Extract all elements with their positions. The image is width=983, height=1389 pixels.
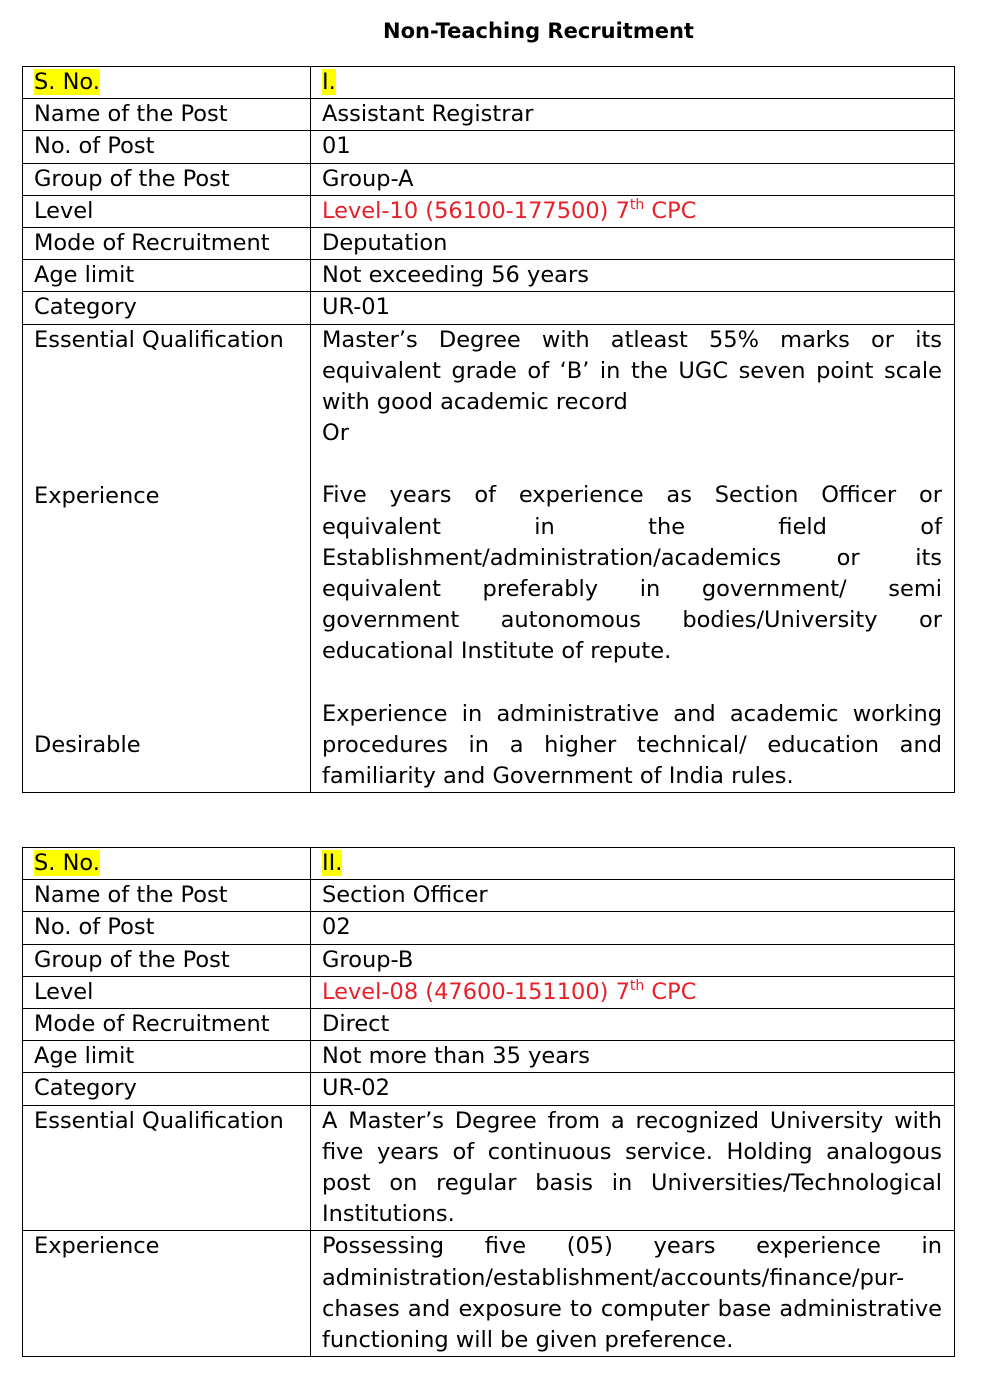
post-count-label: No. of Post [23, 131, 311, 163]
post-group-value: Group-A [311, 163, 955, 195]
table-row [23, 1105, 955, 1231]
post-table-section-officer [22, 847, 955, 1357]
table-row [23, 292, 955, 324]
post-count-value: 01 [311, 131, 955, 163]
label-cell [23, 848, 311, 880]
table-row [23, 1041, 955, 1073]
category-label: Category [23, 1073, 311, 1105]
table-row [23, 163, 955, 195]
table-row [23, 1009, 955, 1041]
level-suffix: CPC [644, 197, 697, 224]
age-value: Not more than 35 years [311, 1041, 955, 1073]
label-cell [23, 67, 311, 99]
post-count-label: No. of Post [23, 912, 311, 944]
table-row [23, 1073, 955, 1105]
page-title: Non-Teaching Recruitment [383, 19, 694, 43]
desirable-label: Desirable [34, 732, 141, 759]
qualification-label: Essential Qualification [23, 1105, 311, 1231]
qualification-or: Or [322, 420, 349, 447]
level-value-cell [311, 195, 955, 227]
post-name-value: Section Officer [311, 880, 955, 912]
mode-label: Mode of Recruitment [23, 1009, 311, 1041]
post-name-label: Name of the Post [23, 99, 311, 131]
table-row [23, 67, 955, 99]
experience-label: Experience [23, 1231, 311, 1357]
details-value-cell [311, 324, 955, 793]
post-table-assistant-registrar [22, 66, 955, 793]
table-row [23, 195, 955, 227]
post-name-value: Assistant Registrar [311, 99, 955, 131]
age-label: Age limit [23, 1041, 311, 1073]
value-cell [311, 67, 955, 99]
sno-label: S. No. [34, 850, 100, 876]
post-group-label: Group of the Post [23, 163, 311, 195]
sno-value: I. [322, 69, 336, 95]
age-value: Not exceeding 56 years [311, 260, 955, 292]
table-row [23, 1231, 955, 1357]
table-row [23, 99, 955, 131]
table-row [23, 131, 955, 163]
post-count-value: 02 [311, 912, 955, 944]
post-group-label: Group of the Post [23, 944, 311, 976]
experience-value: Five years of experience as Section Officer or equivalent in the field of Establishment/administration/academics or its equivalent preferably in government/ semi government autonomous bodies/University or educational Institute of repute. [322, 482, 942, 665]
experience-label: Experience [34, 482, 160, 509]
qualification-label: Essential Qualification [34, 326, 284, 353]
age-label: Age limit [23, 260, 311, 292]
mode-label: Mode of Recruitment [23, 228, 311, 260]
table-row [23, 324, 955, 793]
mode-value: Deputation [311, 228, 955, 260]
post-name-label: Name of the Post [23, 880, 311, 912]
qualification-value: A Master’s Degree from a recognized University with five years of continuous service. Holding analogous post on regular basis in Universities/Technological Institutions. [311, 1105, 955, 1231]
category-label: Category [23, 292, 311, 324]
category-value: UR-01 [311, 292, 955, 324]
level-superscript: th [629, 196, 645, 213]
sno-label: S. No. [34, 69, 100, 95]
table-row [23, 880, 955, 912]
mode-value: Direct [311, 1009, 955, 1041]
table-row [23, 260, 955, 292]
experience-value: Possessing five (05) years experience in administration/establishment/accounts/finance/pur-chases and exposure to computer base administrative functioning will be given preference. [311, 1231, 955, 1357]
level-value-cell [311, 976, 955, 1008]
table-row [23, 848, 955, 880]
level-label: Level [23, 976, 311, 1008]
level-superscript: th [629, 977, 645, 994]
table-row [23, 912, 955, 944]
post-group-value: Group-B [311, 944, 955, 976]
level-value: Level-10 (56100-177500) 7 [322, 197, 630, 224]
level-label: Level [23, 195, 311, 227]
sno-value: II. [322, 850, 343, 876]
qualification-value: Master’s Degree with atleast 55% marks or its equivalent grade of ‘B’ in the UGC seven point scale with good academic record [322, 326, 942, 416]
table-row [23, 944, 955, 976]
desirable-value: Experience in administrative and academic working procedures in a higher technical/ education and familiarity and Government of India rules. [322, 700, 942, 790]
table-row [23, 228, 955, 260]
level-value: Level-08 (47600-151100) 7 [322, 978, 630, 1005]
table-row [23, 976, 955, 1008]
category-value: UR-02 [311, 1073, 955, 1105]
level-suffix: CPC [644, 978, 697, 1005]
details-label-cell [23, 324, 311, 793]
value-cell [311, 848, 955, 880]
